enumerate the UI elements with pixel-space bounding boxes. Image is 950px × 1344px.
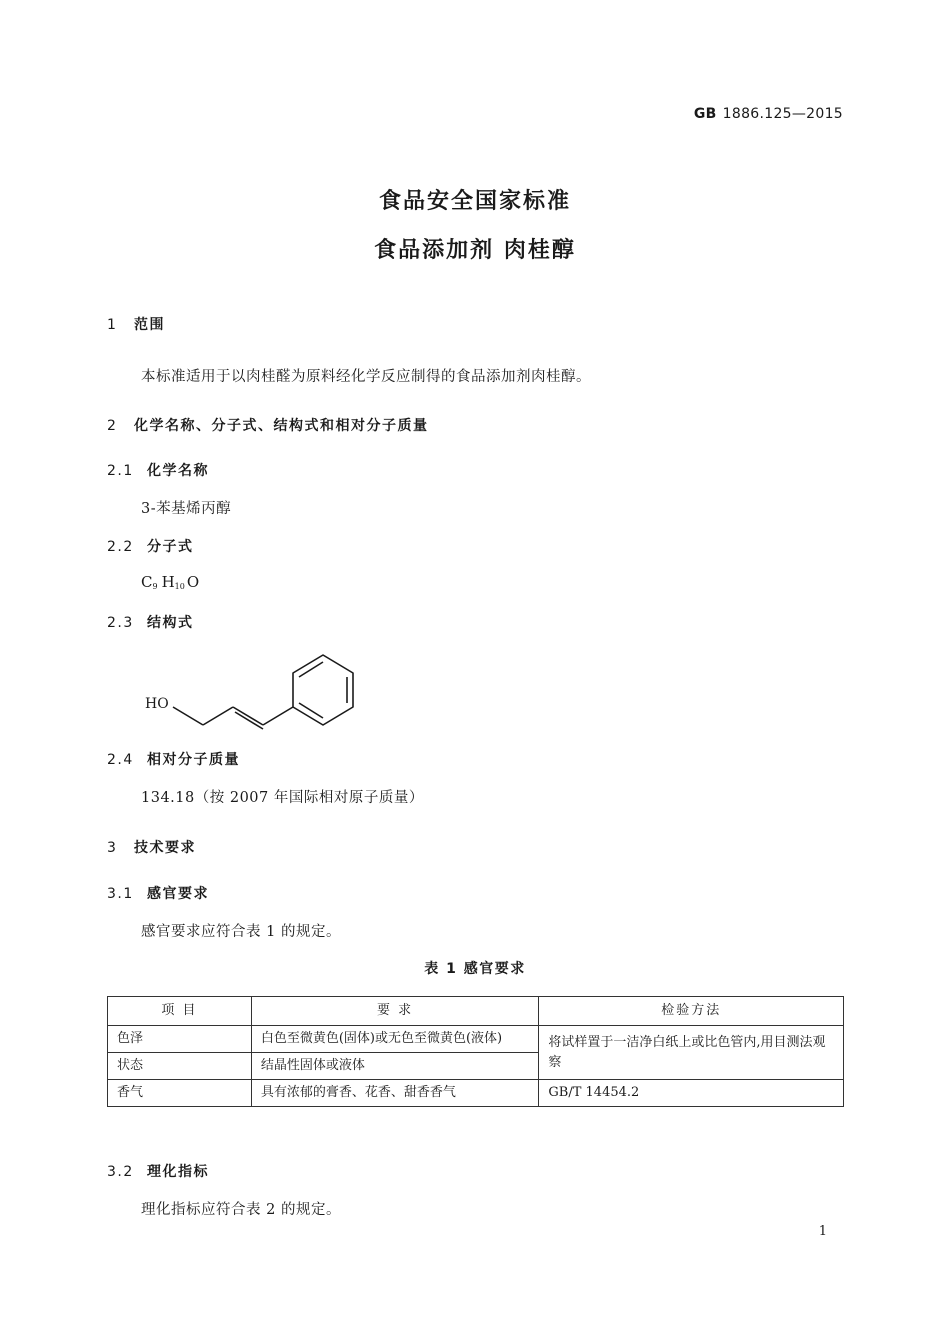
section-number: 3.1 <box>107 886 134 902</box>
column-header-requirement: 要 求 <box>251 997 539 1026</box>
section-number: 2.1 <box>107 463 134 479</box>
cell-item: 色泽 <box>108 1026 252 1053</box>
page-number: 1 <box>818 1224 827 1239</box>
section-3-1-body: 感官要求应符合表 1 的规定。 <box>141 924 341 940</box>
document-subtitle: 食品添加剂 肉桂醇 <box>374 238 576 263</box>
cell-requirement: 白色至微黄色(固体)或无色至微黄色(液体) <box>251 1026 539 1053</box>
section-number: 1 <box>107 317 118 333</box>
standard-code: 1886.125—2015 <box>722 106 843 122</box>
structural-formula <box>140 645 370 735</box>
section-title: 感官要求 <box>147 886 209 902</box>
section-title: 结构式 <box>147 615 194 631</box>
section-number: 2.4 <box>107 752 134 768</box>
section-title: 范围 <box>134 317 165 333</box>
cell-item: 状态 <box>108 1053 252 1080</box>
formula-subscript: 9 <box>152 582 158 591</box>
molecular-formula <box>141 573 199 591</box>
standard-number <box>694 106 843 122</box>
section-1-body: 本标准适用于以肉桂醛为原料经化学反应制得的食品添加剂肉桂醇。 <box>141 369 591 385</box>
formula-element-o: O <box>186 573 200 591</box>
document-title: 食品安全国家标准 <box>378 189 571 214</box>
hydroxyl-label: HO <box>145 696 169 712</box>
molecular-weight: 134.18（按 2007 年国际相对原子质量） <box>141 790 424 806</box>
section-number: 3.2 <box>107 1164 134 1180</box>
section-number: 2.2 <box>107 539 134 555</box>
section-title: 理化指标 <box>147 1164 209 1180</box>
formula-element-c: C <box>141 573 153 591</box>
section-title: 相对分子质量 <box>147 752 240 768</box>
section-1-heading <box>107 314 165 334</box>
section-2-2-heading <box>107 536 194 556</box>
sensory-requirements-table <box>107 996 844 1107</box>
standard-prefix: GB <box>693 106 717 122</box>
column-header-method: 检验方法 <box>539 997 844 1026</box>
table-row <box>108 1080 844 1107</box>
section-2-heading <box>107 415 429 435</box>
cinnamyl-alcohol-structure <box>140 645 370 735</box>
section-2-4-heading <box>107 749 240 769</box>
section-number: 3 <box>107 840 118 856</box>
cell-requirement: 具有浓郁的膏香、花香、甜香香气 <box>251 1080 539 1107</box>
table-1-caption: 表 1 感官要求 <box>424 961 526 977</box>
cell-requirement: 结晶性固体或液体 <box>251 1053 539 1080</box>
section-3-heading <box>107 837 196 857</box>
table-row <box>108 1026 844 1053</box>
section-3-2-body: 理化指标应符合表 2 的规定。 <box>141 1202 341 1218</box>
section-2-3-heading <box>107 612 194 632</box>
cell-method: GB/T 14454.2 <box>539 1080 844 1107</box>
chemical-name: 3-苯基烯丙醇 <box>141 501 232 517</box>
section-number: 2.3 <box>107 615 134 631</box>
section-2-1-heading <box>107 460 209 480</box>
section-3-1-heading <box>107 883 209 903</box>
formula-element-h: H <box>161 573 175 591</box>
formula-subscript: 10 <box>174 582 185 591</box>
cell-method-shared: 将试样置于一洁净白纸上或比色管内,用目测法观察 <box>539 1026 844 1080</box>
column-header-item: 项 目 <box>108 997 252 1026</box>
cell-item: 香气 <box>108 1080 252 1107</box>
table-header-row <box>108 997 844 1026</box>
section-number: 2 <box>107 418 118 434</box>
section-title: 化学名称 <box>147 463 209 479</box>
section-title: 技术要求 <box>134 840 196 856</box>
section-3-2-heading <box>107 1161 209 1181</box>
section-title: 分子式 <box>147 539 194 555</box>
section-title: 化学名称、分子式、结构式和相对分子质量 <box>134 418 429 434</box>
